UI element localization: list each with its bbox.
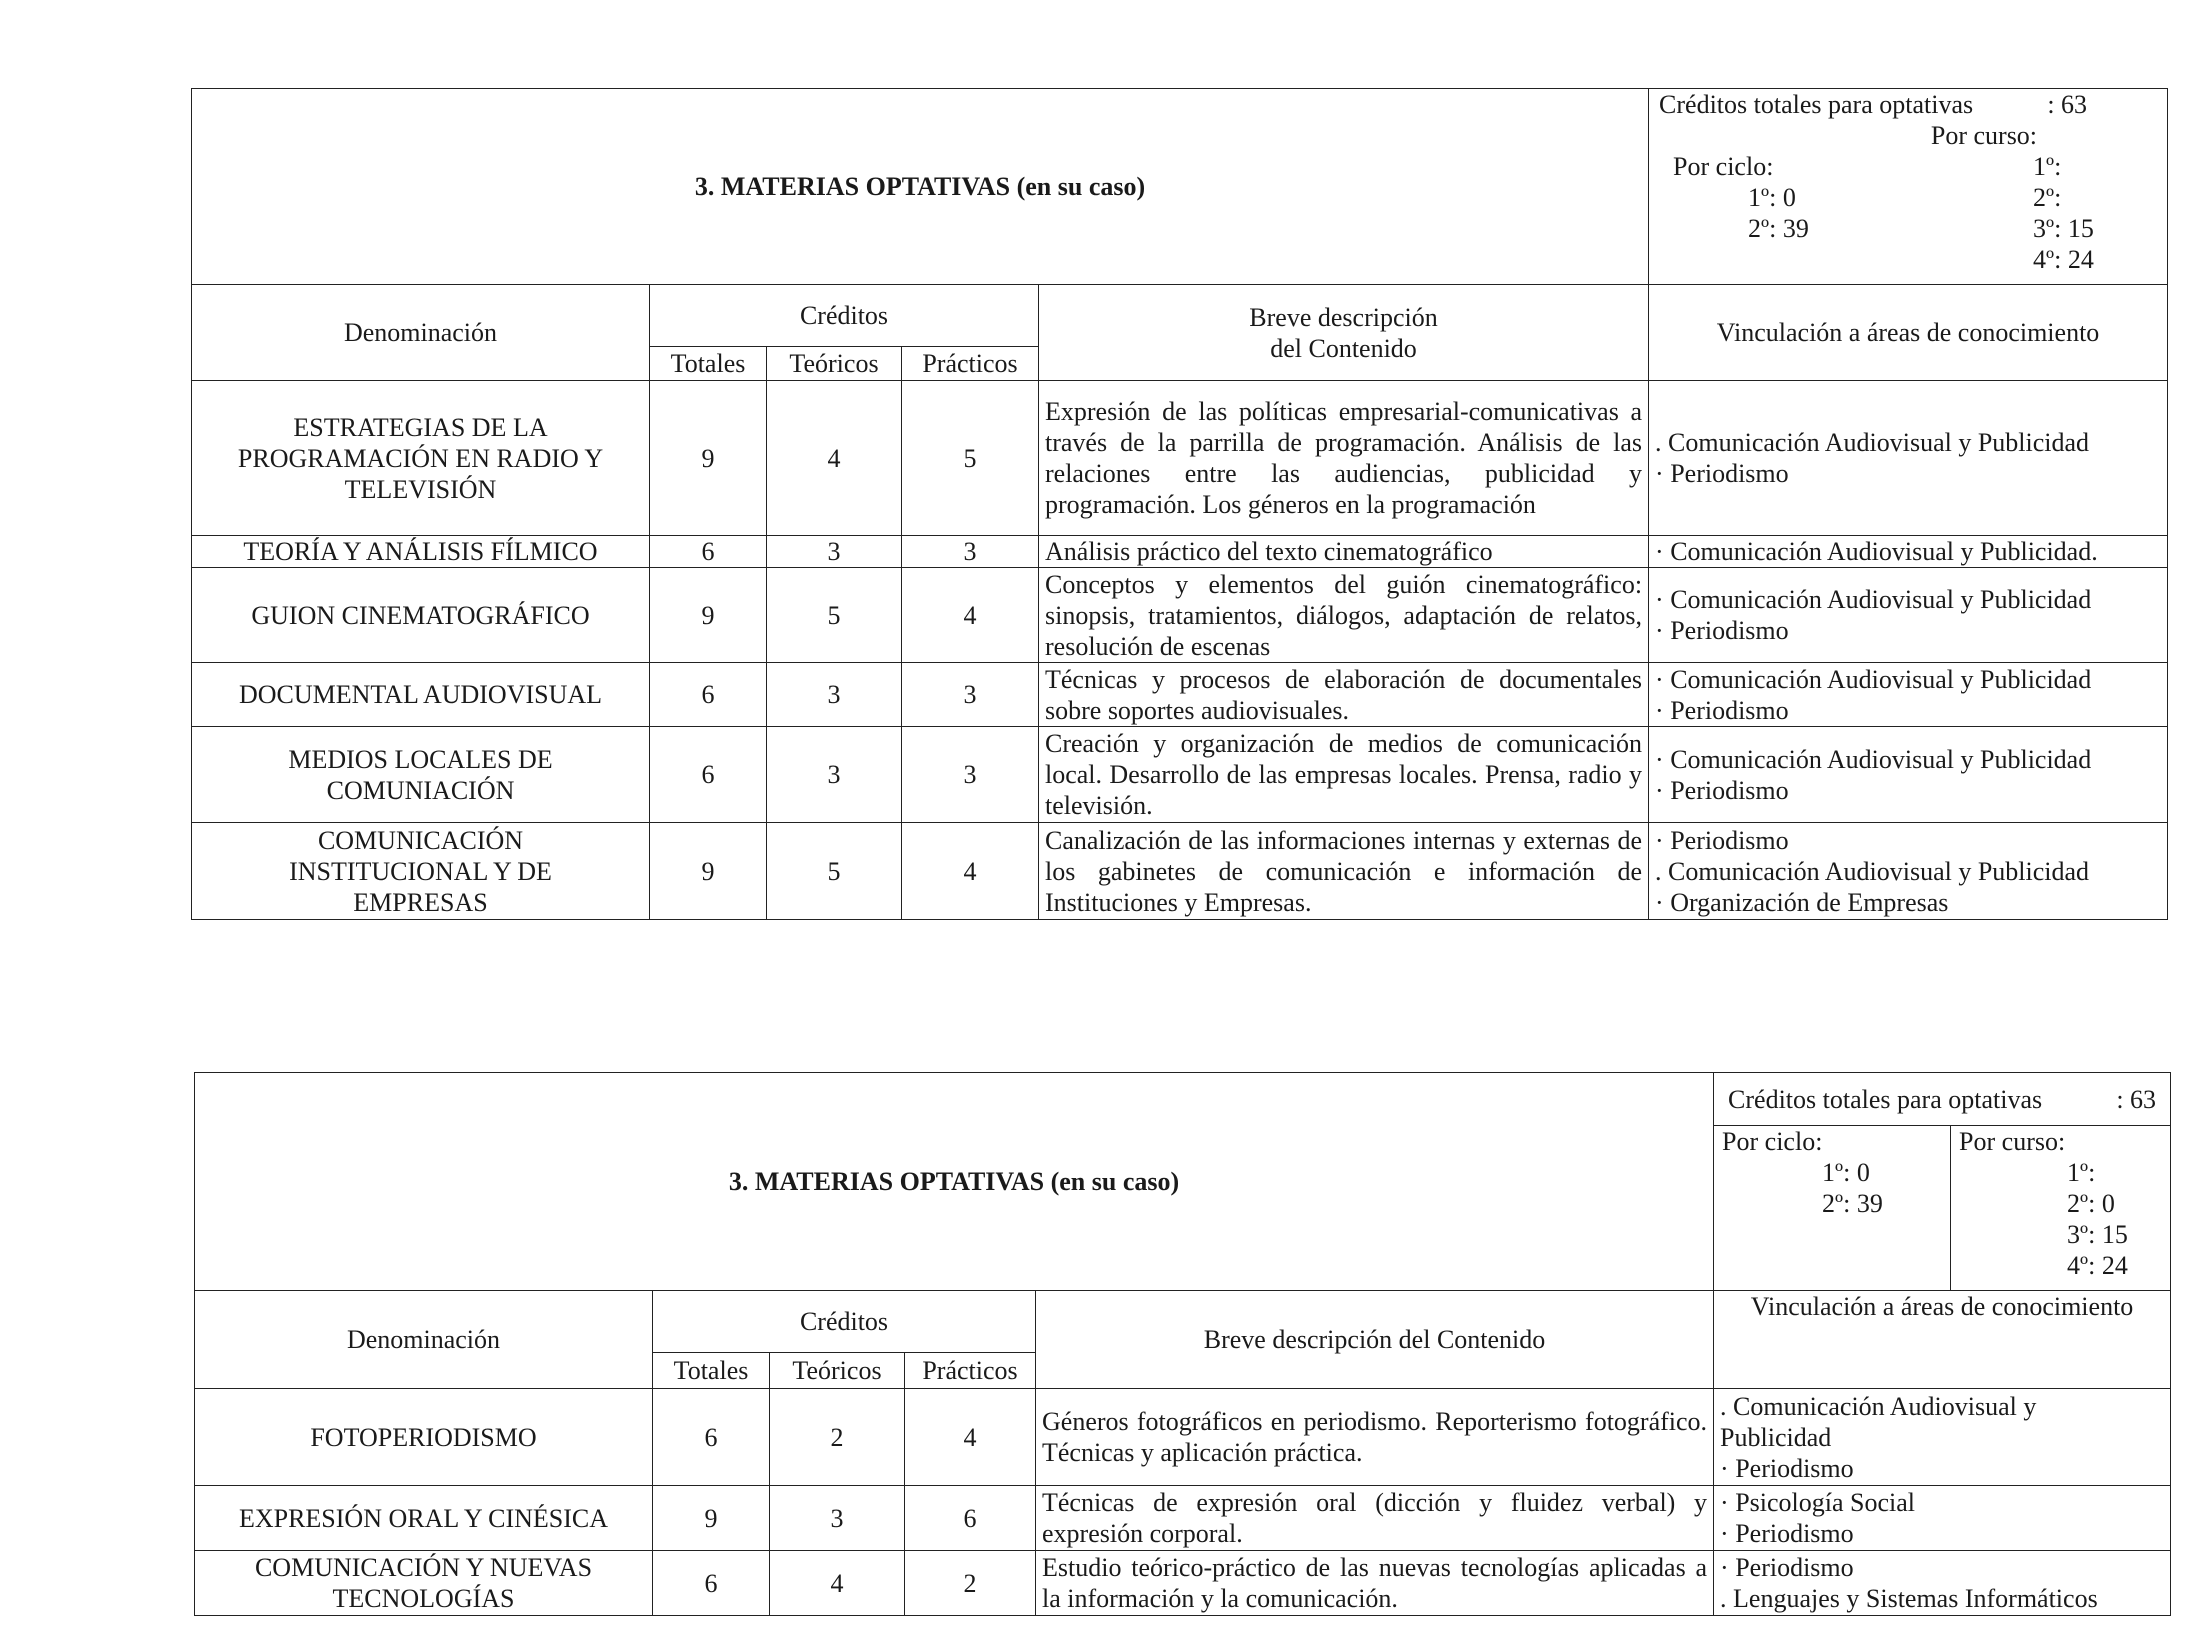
credits-totales: 6 [653, 1551, 770, 1616]
curso-4: 4º: 24 [2067, 1251, 2128, 1280]
curso-1: 1º: [2067, 1158, 2096, 1187]
credits-practicos: 4 [902, 568, 1039, 663]
curso-1: 1º: [2033, 152, 2062, 181]
subject-name: GUION CINEMATOGRÁFICO [192, 568, 650, 663]
total-credits-label: Créditos totales para optativas [1728, 1084, 2043, 1114]
knowledge-areas: · Periodismo . Lenguajes y Sistemas Informáticos [1714, 1551, 2171, 1616]
credits-teoricos: 5 [767, 823, 902, 920]
header-teoricos: Teóricos [770, 1353, 905, 1389]
subject-name: MEDIOS LOCALES DE COMUNIACIÓN [192, 727, 650, 823]
subject-description: Creación y organización de medios de comunicación local. Desarrollo de las empresas locales. Prensa, radio y televisión. [1039, 727, 1649, 823]
credits-teoricos: 2 [770, 1389, 905, 1486]
table-row [195, 1486, 2171, 1551]
curso-4: 4º: 24 [2033, 245, 2094, 274]
table-row [195, 1551, 2171, 1616]
credits-teoricos: 5 [767, 568, 902, 663]
table-2-title: 3. MATERIAS OPTATIVAS (en su caso) [195, 1073, 1714, 1291]
table-row [192, 381, 2168, 536]
header-descripcion: Breve descripción del Contenido [1039, 285, 1649, 381]
header-denominacion: Denominación [192, 285, 650, 381]
credits-totales: 6 [650, 727, 767, 823]
subject-description: Análisis práctico del texto cinematográfico [1039, 536, 1649, 568]
credits-teoricos: 4 [770, 1551, 905, 1616]
optativas-table-1 [191, 88, 2168, 920]
por-curso-label: Por curso: [1959, 1127, 2066, 1156]
knowledge-areas: · Periodismo . Comunicación Audiovisual y Publicidad · Organización de Empresas [1649, 823, 2168, 920]
subject-description: Canalización de las informaciones internas y externas de los gabinetes de comunicación e información de Instituciones y Empresas. [1039, 823, 1649, 920]
ciclo-2: 2º: 39 [1748, 214, 1809, 243]
por-curso-label: Por curso: [1930, 121, 2038, 150]
credits-teoricos: 3 [767, 727, 902, 823]
header-vinculacion: Vinculación a áreas de conocimiento [1649, 285, 2168, 381]
header-creditos: Créditos [653, 1291, 1036, 1353]
credits-practicos: 4 [905, 1389, 1036, 1486]
header-practicos: Prácticos [902, 347, 1039, 381]
curso-3: 3º: 15 [2033, 214, 2094, 243]
total-credits-value: : 63 [2047, 90, 2088, 119]
subject-description: Géneros fotográficos en periodismo. Reporterismo fotográfico. Técnicas y aplicación práctica. [1036, 1389, 1714, 1486]
credits-totales: 6 [653, 1389, 770, 1486]
subject-description: Conceptos y elementos del guión cinematográfico: sinopsis, tratamientos, diálogos, adaptación de relatos, resolución de escenas [1039, 568, 1649, 663]
por-ciclo-label: Por ciclo: [1722, 1127, 1823, 1156]
subject-name: COMUNICACIÓN INSTITUCIONAL Y DE EMPRESAS [192, 823, 650, 920]
optativas-table-2 [194, 1072, 2171, 1616]
credits-box-1 [1649, 89, 2168, 285]
credits-box-2 [1714, 1073, 2171, 1291]
credits-teoricos: 4 [767, 381, 902, 536]
knowledge-areas: · Comunicación Audiovisual y Publicidad · Periodismo [1649, 568, 2168, 663]
credits-totales: 9 [653, 1486, 770, 1551]
ciclo-1: 1º: 0 [1822, 1158, 1870, 1187]
header-descripcion: Breve descripción del Contenido [1036, 1291, 1714, 1389]
credits-teoricos: 3 [767, 536, 902, 568]
curso-2: 2º: [2033, 183, 2062, 212]
header-teoricos: Teóricos [767, 347, 902, 381]
header-totales: Totales [653, 1353, 770, 1389]
knowledge-areas: . Comunicación Audiovisual y Publicidad · Periodismo [1714, 1389, 2171, 1486]
table-1-title: 3. MATERIAS OPTATIVAS (en su caso) [192, 89, 1649, 285]
header-practicos: Prácticos [905, 1353, 1036, 1389]
header-creditos: Créditos [650, 285, 1039, 347]
credits-totales: 9 [650, 568, 767, 663]
table-row [192, 727, 2168, 823]
subject-description: Técnicas y procesos de elaboración de documentales sobre soportes audiovisuales. [1039, 663, 1649, 727]
total-credits-value: : 63 [2116, 1084, 2157, 1114]
credits-practicos: 3 [902, 663, 1039, 727]
curso-2: 2º: 0 [2067, 1189, 2115, 1218]
total-credits-label: Créditos totales para optativas [1659, 90, 1974, 119]
subject-name: FOTOPERIODISMO [195, 1389, 653, 1486]
ciclo-2: 2º: 39 [1822, 1189, 1883, 1218]
subject-name: EXPRESIÓN ORAL Y CINÉSICA [195, 1486, 653, 1551]
knowledge-areas: . Comunicación Audiovisual y Publicidad · Periodismo [1649, 381, 2168, 536]
knowledge-areas: · Comunicación Audiovisual y Publicidad. [1649, 536, 2168, 568]
subject-name: DOCUMENTAL AUDIOVISUAL [192, 663, 650, 727]
credits-practicos: 3 [902, 536, 1039, 568]
credits-practicos: 2 [905, 1551, 1036, 1616]
credits-totales: 9 [650, 823, 767, 920]
table-row [192, 823, 2168, 920]
curso-3: 3º: 15 [2067, 1220, 2128, 1249]
knowledge-areas: · Psicología Social · Periodismo [1714, 1486, 2171, 1551]
credits-totales: 6 [650, 536, 767, 568]
credits-practicos: 4 [902, 823, 1039, 920]
subject-description: Estudio teórico-práctico de las nuevas tecnologías aplicadas a la información y la comunicación. [1036, 1551, 1714, 1616]
credits-practicos: 6 [905, 1486, 1036, 1551]
knowledge-areas: · Comunicación Audiovisual y Publicidad · Periodismo [1649, 727, 2168, 823]
table-row [192, 536, 2168, 568]
table-row [192, 568, 2168, 663]
subject-description: Expresión de las políticas empresarial-comunicativas a través de la parrilla de programación. Análisis de las relaciones entre las audiencias, publicidad y programación. Los géneros en la programación [1039, 381, 1649, 536]
credits-totales: 6 [650, 663, 767, 727]
table-row [195, 1389, 2171, 1486]
credits-teoricos: 3 [770, 1486, 905, 1551]
credits-practicos: 5 [902, 381, 1039, 536]
credits-teoricos: 3 [767, 663, 902, 727]
subject-name: COMUNICACIÓN Y NUEVAS TECNOLOGÍAS [195, 1551, 653, 1616]
knowledge-areas: · Comunicación Audiovisual y Publicidad · Periodismo [1649, 663, 2168, 727]
subject-description: Técnicas de expresión oral (dicción y fluidez verbal) y expresión corporal. [1036, 1486, 1714, 1551]
subject-name: ESTRATEGIAS DE LA PROGRAMACIÓN EN RADIO Y TELEVISIÓN [192, 381, 650, 536]
credits-practicos: 3 [902, 727, 1039, 823]
subject-name: TEORÍA Y ANÁLISIS FÍLMICO [192, 536, 650, 568]
header-vinculacion: Vinculación a áreas de conocimiento [1714, 1291, 2171, 1389]
table-row [192, 663, 2168, 727]
por-ciclo-label: Por ciclo: [1673, 152, 1774, 181]
header-totales: Totales [650, 347, 767, 381]
ciclo-1: 1º: 0 [1748, 183, 1796, 212]
credits-totales: 9 [650, 381, 767, 536]
header-denominacion: Denominación [195, 1291, 653, 1389]
